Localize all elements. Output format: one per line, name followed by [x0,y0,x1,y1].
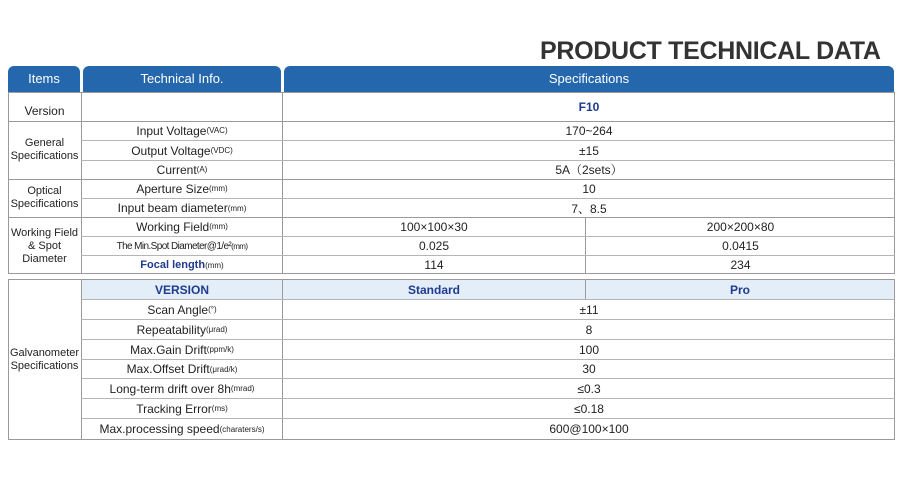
item-working-field-spot-diameter: Working Field & Spot Diameter [10,226,79,265]
header-specifications: Specifications [284,66,894,92]
label-min-spot-diameter: The Min.Spot Diameter@1/e² (mm) [116,240,248,252]
value-max-offset-drift: 30 [582,362,596,376]
label-max-gain-drift: Max.Gain Drift (ppm/k) [130,342,234,357]
header-technical-info: Technical Info. [83,66,281,92]
label-output-voltage: Output Voltage (VDC) [131,143,233,158]
value-spot-right: 0.0415 [722,239,759,253]
value-working-field-right: 200×200×80 [706,219,775,234]
value-tracking-error: ≤0.18 [574,401,604,416]
label-input-voltage: Input Voltage (VAC) [136,123,228,138]
version-label: VERSION [154,282,209,297]
item-version: Version [24,103,65,118]
value-current: 5A（2sets） [555,163,623,177]
page-title: PRODUCT TECHNICAL DATA [540,37,881,65]
value-max-gain-drift: 100 [578,342,600,357]
value-input-beam-diameter: 7、8.5 [571,201,607,216]
value-scan-angle: ±11 [579,302,599,317]
value-max-processing-speed: 600@100×100 [549,422,629,436]
label-focal-length: Focal length (mm) [140,259,224,271]
label-aperture-size: Aperture Size (mm) [136,181,228,196]
label-scan-angle: Scan Angle (°) [147,302,217,317]
item-galvanometer-specifications: Galvanometer Specifications [9,346,80,372]
label-tracking-error: Tracking Error (ms) [136,401,228,416]
label-repeatability: Repeatability (μrad) [136,322,228,337]
label-long-term-drift: Long-term drift over 8h (mrad) [109,381,255,396]
version-pro: Pro [729,282,750,297]
version-value: F10 [578,99,600,114]
header-items: Items [8,66,80,92]
label-max-offset-drift: Max.Offset Drift (μrad/k) [126,362,238,376]
value-repeatability: 8 [585,322,593,337]
value-aperture-size: 10 [582,181,596,196]
value-working-field-left: 100×100×30 [400,219,468,234]
version-standard: Standard [407,282,460,297]
label-current: Current (A) [156,162,208,177]
value-input-voltage: 170~264 [565,123,613,138]
label-working-field: Working Field (mm) [136,219,228,234]
label-max-processing-speed: Max.processing speed (charaters/s) [99,422,265,436]
value-focal-left: 114 [424,258,444,272]
label-input-beam-diameter: Input beam diameter (mm) [117,201,247,215]
value-long-term-drift: ≤0.3 [577,381,601,396]
item-optical-specifications: Optical Specifications [10,185,79,210]
item-general-specifications: General Specifications [10,137,79,162]
value-output-voltage: ±15 [579,143,599,158]
value-focal-right: 234 [730,258,751,272]
value-spot-left: 0.025 [418,239,450,253]
